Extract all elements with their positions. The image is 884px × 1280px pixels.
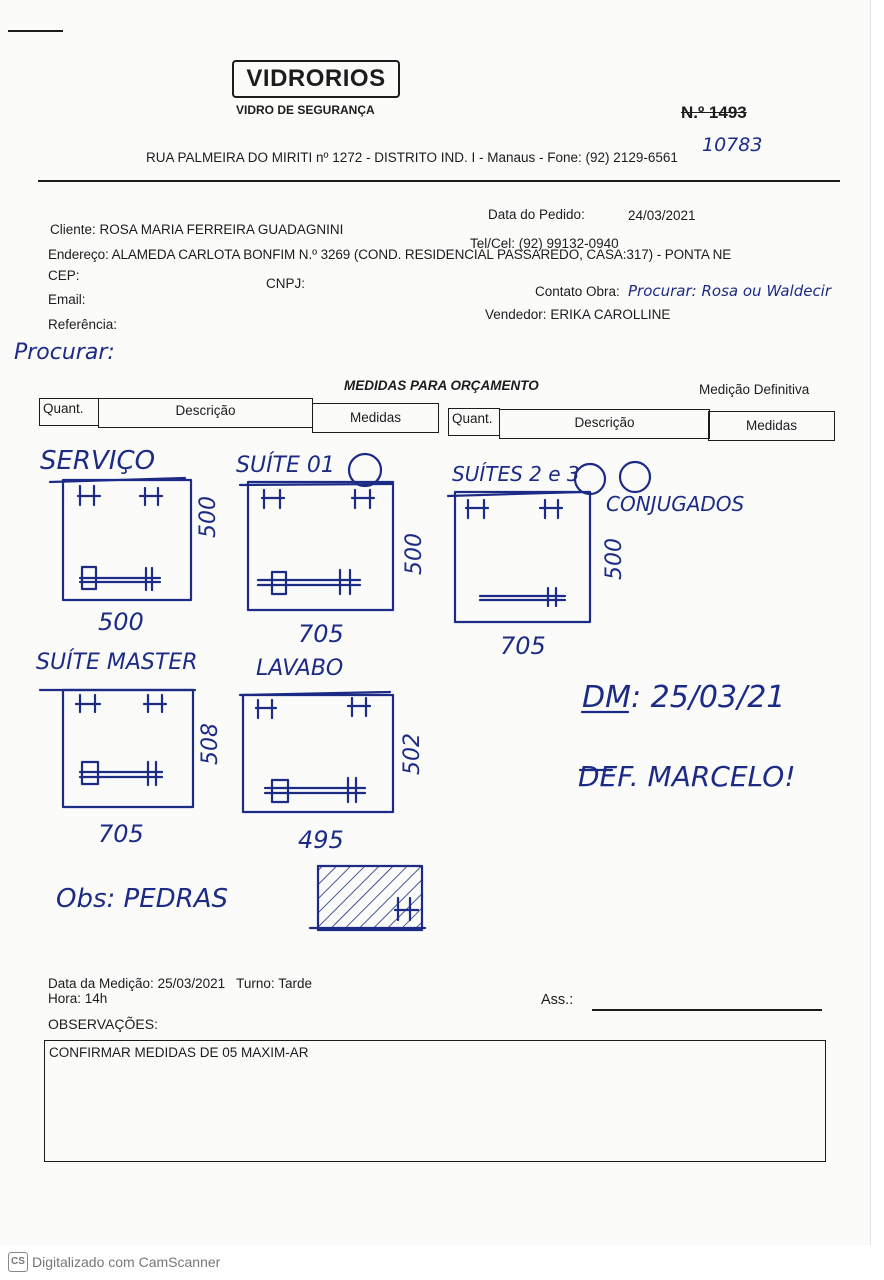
cliente-label: Cliente: <box>50 222 96 237</box>
hora-label: Hora: <box>48 991 82 1006</box>
endereco-value: ALAMEDA CARLOTA BONFIM N.º 3269 (COND. RESIDENCIAL PASSAREDO, CASA:317) - PONTA NE <box>111 247 732 262</box>
room-servico-sketch <box>50 478 191 600</box>
camscanner-logo-icon: CS <box>8 1252 28 1272</box>
room-label-suites23: SUÍTES 2 e 3 <box>452 462 580 486</box>
room-width-suite-master: 705 <box>98 820 144 848</box>
medicao-mode: Medição Definitiva <box>699 382 810 397</box>
room-label-suite-master: SUÍTE MASTER <box>36 650 198 675</box>
pedras-detail-sketch <box>310 866 425 930</box>
room-suite-master-sketch <box>40 690 195 807</box>
def-note: DEF. MARCELO! <box>578 760 796 793</box>
handwritten-doc-number: 10783 <box>702 134 763 156</box>
tel-label: Tel/Cel: <box>470 236 516 251</box>
turno-label: Turno: <box>236 976 275 991</box>
vendedor-value: ERIKA CAROLLINE <box>550 307 671 322</box>
company-address: RUA PALMEIRA DO MIRITI nº 1272 - DISTRITO IND. I - Manaus - Fone: (92) 2129-6561 <box>146 150 678 165</box>
printed-doc-number: N.º 1493 <box>681 103 747 122</box>
room-label-lavabo: LAVABO <box>256 656 344 681</box>
room-lavabo-sketch <box>240 692 393 812</box>
company-logo: VIDRORIOS <box>232 60 400 98</box>
turno-value: Tarde <box>278 976 312 991</box>
table-title: MEDIDAS PARA ORÇAMENTO <box>344 378 539 393</box>
data-medicao-label: Data da Medição: <box>48 976 154 991</box>
header-medidas-left: Medidas <box>312 403 439 433</box>
room-width-suites23: 705 <box>500 632 546 660</box>
room-height-lavabo: 502 <box>400 733 425 775</box>
data-pedido-value: 24/03/2021 <box>628 208 696 223</box>
observacoes-box <box>44 1040 826 1162</box>
vendedor-label: Vendedor: <box>485 307 547 322</box>
header-medidas-right: Medidas <box>708 411 835 441</box>
observacoes-label: OBSERVAÇÕES: <box>48 1016 158 1032</box>
room-width-lavabo: 495 <box>298 826 344 854</box>
email-label: Email: <box>48 292 86 307</box>
room-label-servico: SERVIÇO <box>40 446 156 476</box>
hora-value: 14h <box>84 991 108 1006</box>
room-height-suite-master: 508 <box>198 723 223 765</box>
contato-label: Contato Obra: <box>535 284 620 299</box>
data-medicao-value: 25/03/2021 <box>157 976 226 991</box>
camscanner-footer <box>8 1252 220 1272</box>
procurar-note: Procurar: <box>14 340 115 365</box>
contato-value: Procurar: Rosa ou Waldecir <box>628 282 832 300</box>
tel-value: (92) 99132-0940 <box>518 236 619 251</box>
dm-note: DM: 25/03/21 <box>582 680 786 715</box>
room-label-suite01: SUÍTE 01 <box>236 453 335 478</box>
cep-label: CEP: <box>48 268 80 283</box>
cnpj-label: CNPJ: <box>266 276 306 291</box>
endereco-label: Endereço: <box>48 247 109 262</box>
room-height-suite01: 500 <box>402 533 427 575</box>
referencia-label: Referência: <box>48 317 118 332</box>
room-width-servico: 500 <box>98 608 144 636</box>
header-quant-left: Quant. <box>39 398 99 426</box>
ass-label: Ass.: <box>541 992 574 1008</box>
obs-pedras-note: Obs: PEDRAS <box>56 884 229 914</box>
room-note-conjugados: CONJUGADOS <box>606 492 745 516</box>
data-pedido-label: Data do Pedido: <box>488 207 585 222</box>
signature-line <box>592 1009 822 1011</box>
header-quant-right: Quant. <box>448 408 500 436</box>
header-descricao-right: Descrição <box>499 409 710 439</box>
header-descricao-left: Descrição <box>98 398 313 428</box>
room-height-servico: 500 <box>196 496 221 538</box>
cliente-value: ROSA MARIA FERREIRA GUADAGNINI <box>99 222 344 237</box>
observacoes-value: CONFIRMAR MEDIDAS DE 05 MAXIM-AR <box>49 1045 309 1060</box>
company-tagline: VIDRO DE SEGURANÇA <box>236 103 375 117</box>
room-width-suite01: 705 <box>298 620 344 648</box>
camscanner-label: Digitalizado com CamScanner <box>32 1254 221 1270</box>
room-height-suites23: 500 <box>602 538 627 580</box>
